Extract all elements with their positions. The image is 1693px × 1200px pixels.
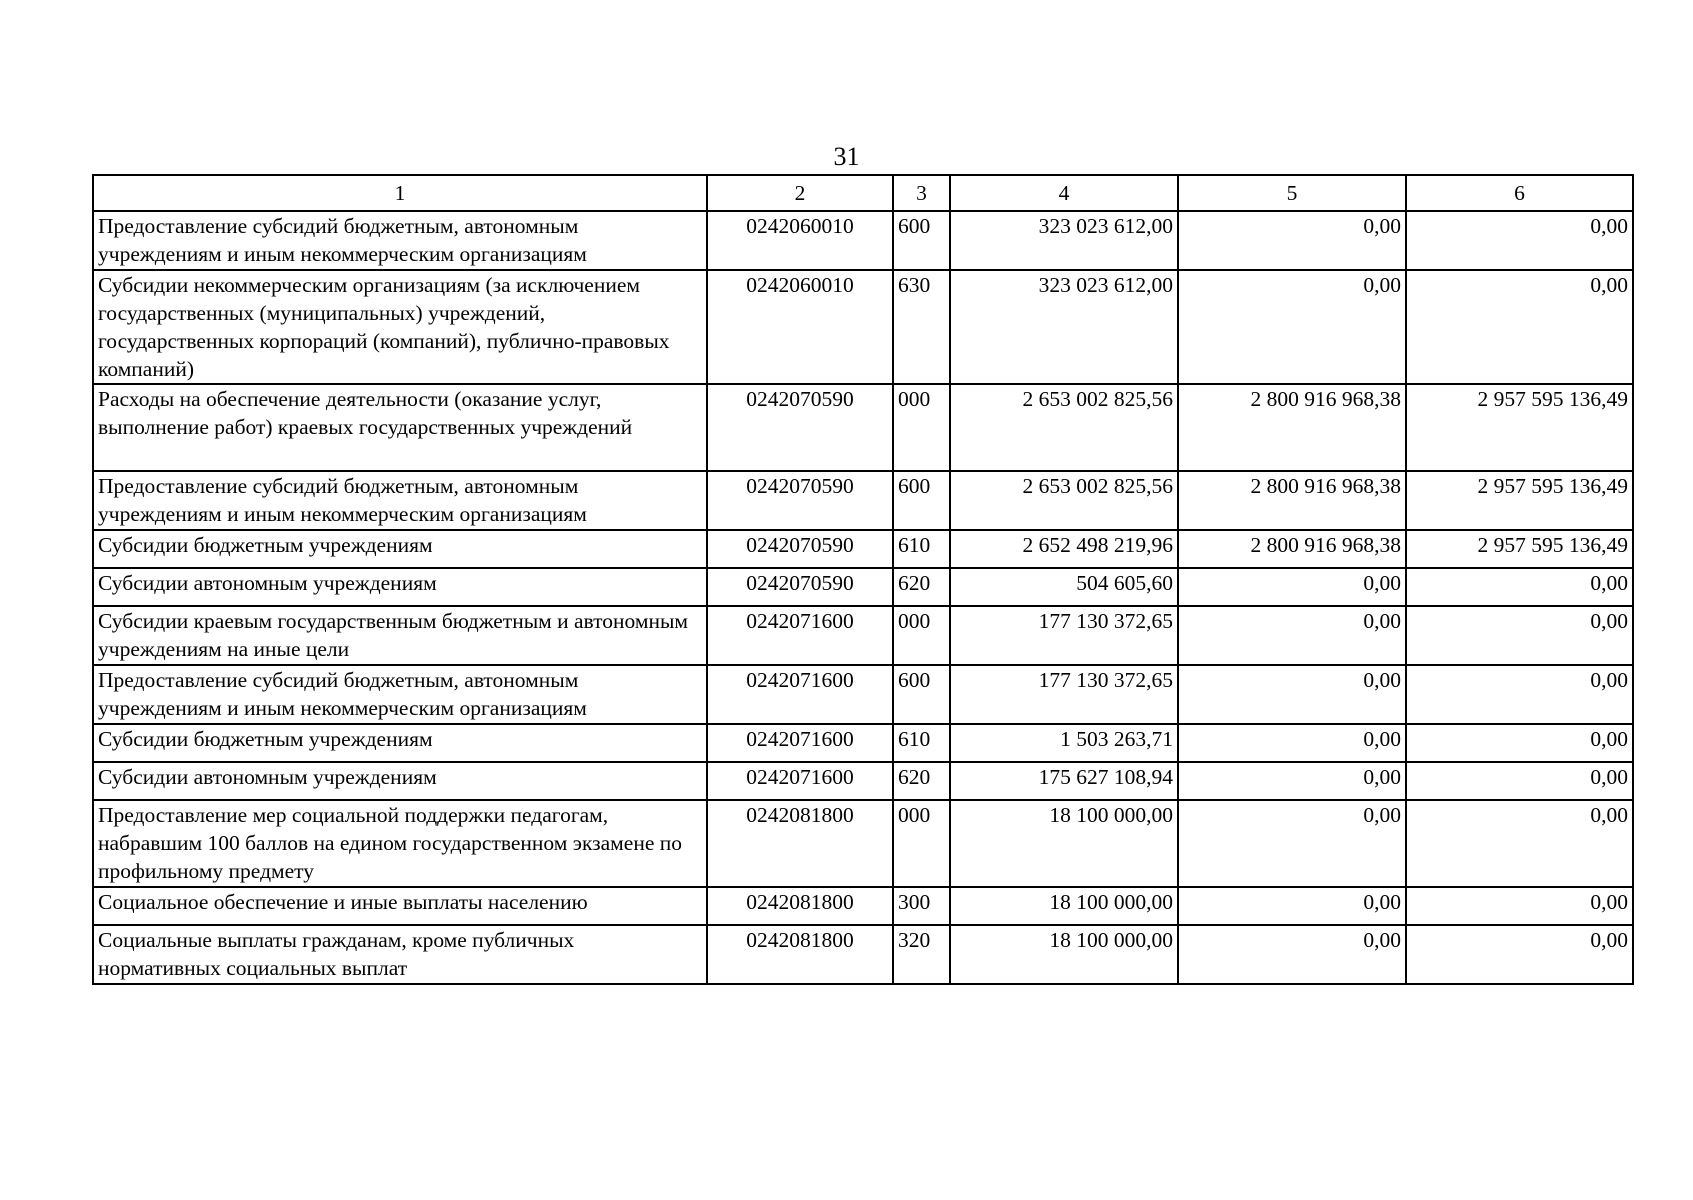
row-value-col4: 1 503 263,71 [950, 724, 1178, 762]
row-expense-type: 600 [893, 471, 950, 530]
row-name: Социальные выплаты гражданам, кроме публичных нормативных социальных выплат [93, 925, 707, 984]
row-target-code: 0242081800 [707, 887, 893, 925]
row-value-col4: 177 130 372,65 [950, 665, 1178, 724]
row-target-code: 0242081800 [707, 800, 893, 887]
row-target-code: 0242060010 [707, 211, 893, 270]
table-row [93, 800, 1633, 887]
table-row [93, 606, 1633, 665]
row-value-col6: 0,00 [1406, 606, 1633, 665]
table-row [93, 384, 1633, 471]
row-target-code: 0242070590 [707, 471, 893, 530]
table-row [93, 568, 1633, 606]
table-row [93, 925, 1633, 984]
row-value-col4: 323 023 612,00 [950, 211, 1178, 270]
row-value-col4: 18 100 000,00 [950, 887, 1178, 925]
row-value-col5: 0,00 [1178, 887, 1406, 925]
table-header-row [93, 175, 1633, 211]
table-row [93, 724, 1633, 762]
row-target-code: 0242070590 [707, 530, 893, 568]
row-value-col5: 0,00 [1178, 762, 1406, 800]
table-row [93, 211, 1633, 270]
row-target-code: 0242071600 [707, 762, 893, 800]
table-row [93, 887, 1633, 925]
row-target-code: 0242071600 [707, 665, 893, 724]
row-value-col6: 0,00 [1406, 270, 1633, 384]
table-row [93, 665, 1633, 724]
column-header: 2 [707, 175, 893, 211]
row-value-col4: 323 023 612,00 [950, 270, 1178, 384]
row-expense-type: 610 [893, 724, 950, 762]
row-value-col5: 0,00 [1178, 270, 1406, 384]
table-row [93, 471, 1633, 530]
table-row [93, 530, 1633, 568]
row-value-col5: 0,00 [1178, 211, 1406, 270]
page-number: 31 [833, 142, 860, 171]
row-value-col6: 0,00 [1406, 762, 1633, 800]
row-value-col4: 18 100 000,00 [950, 925, 1178, 984]
row-target-code: 0242070590 [707, 384, 893, 471]
row-expense-type: 620 [893, 568, 950, 606]
column-header: 1 [93, 175, 707, 211]
row-expense-type: 600 [893, 665, 950, 724]
row-value-col5: 0,00 [1178, 800, 1406, 887]
row-value-col4: 18 100 000,00 [950, 800, 1178, 887]
row-value-col5: 2 800 916 968,38 [1178, 530, 1406, 568]
row-value-col5: 0,00 [1178, 568, 1406, 606]
row-value-col6: 0,00 [1406, 568, 1633, 606]
row-expense-type: 620 [893, 762, 950, 800]
row-value-col6: 0,00 [1406, 887, 1633, 925]
row-value-col6: 0,00 [1406, 925, 1633, 984]
row-target-code: 0242071600 [707, 724, 893, 762]
row-expense-type: 610 [893, 530, 950, 568]
row-value-col6: 2 957 595 136,49 [1406, 471, 1633, 530]
row-expense-type: 000 [893, 800, 950, 887]
row-value-col6: 0,00 [1406, 800, 1633, 887]
row-name: Расходы на обеспечение деятельности (оказание услуг, выполнение работ) краевых государственных учреждений [93, 384, 707, 471]
row-value-col5: 0,00 [1178, 606, 1406, 665]
row-value-col6: 0,00 [1406, 211, 1633, 270]
row-expense-type: 600 [893, 211, 950, 270]
row-name: Предоставление субсидий бюджетным, автономным учреждениям и иным некоммерческим организациям [93, 211, 707, 270]
row-value-col4: 177 130 372,65 [950, 606, 1178, 665]
table-row [93, 762, 1633, 800]
row-value-col6: 2 957 595 136,49 [1406, 384, 1633, 471]
column-header: 6 [1406, 175, 1633, 211]
budget-table [92, 174, 1634, 985]
row-target-code: 0242070590 [707, 568, 893, 606]
row-name: Предоставление субсидий бюджетным, автономным учреждениям и иным некоммерческим организациям [93, 665, 707, 724]
row-value-col4: 2 653 002 825,56 [950, 384, 1178, 471]
row-target-code: 0242081800 [707, 925, 893, 984]
row-name: Предоставление мер социальной поддержки педагогам, набравшим 100 баллов на едином государственном экзамене по профильному предмету [93, 800, 707, 887]
row-target-code: 0242071600 [707, 606, 893, 665]
row-target-code: 0242060010 [707, 270, 893, 384]
row-value-col6: 2 957 595 136,49 [1406, 530, 1633, 568]
row-value-col4: 175 627 108,94 [950, 762, 1178, 800]
row-expense-type: 320 [893, 925, 950, 984]
row-name: Субсидии краевым государственным бюджетным и автономным учреждениям на иные цели [93, 606, 707, 665]
row-value-col4: 2 653 002 825,56 [950, 471, 1178, 530]
row-value-col5: 2 800 916 968,38 [1178, 471, 1406, 530]
column-header: 3 [893, 175, 950, 211]
row-name: Субсидии бюджетным учреждениям [93, 724, 707, 762]
row-expense-type: 000 [893, 384, 950, 471]
row-value-col4: 2 652 498 219,96 [950, 530, 1178, 568]
row-name: Предоставление субсидий бюджетным, автономным учреждениям и иным некоммерческим организациям [93, 471, 707, 530]
row-expense-type: 000 [893, 606, 950, 665]
table-row [93, 270, 1633, 384]
column-header: 4 [950, 175, 1178, 211]
row-name: Субсидии некоммерческим организациям (за исключением государственных (муниципальных) учреждений, государственных корпораций (компаний), публично-правовых компаний) [93, 270, 707, 384]
row-value-col6: 0,00 [1406, 724, 1633, 762]
row-name: Субсидии автономным учреждениям [93, 568, 707, 606]
row-value-col5: 2 800 916 968,38 [1178, 384, 1406, 471]
row-name: Субсидии бюджетным учреждениям [93, 530, 707, 568]
column-header: 5 [1178, 175, 1406, 211]
row-value-col5: 0,00 [1178, 665, 1406, 724]
row-expense-type: 630 [893, 270, 950, 384]
row-value-col5: 0,00 [1178, 724, 1406, 762]
row-expense-type: 300 [893, 887, 950, 925]
row-value-col5: 0,00 [1178, 925, 1406, 984]
row-value-col6: 0,00 [1406, 665, 1633, 724]
row-value-col4: 504 605,60 [950, 568, 1178, 606]
row-name: Социальное обеспечение и иные выплаты населению [93, 887, 707, 925]
row-name: Субсидии автономным учреждениям [93, 762, 707, 800]
